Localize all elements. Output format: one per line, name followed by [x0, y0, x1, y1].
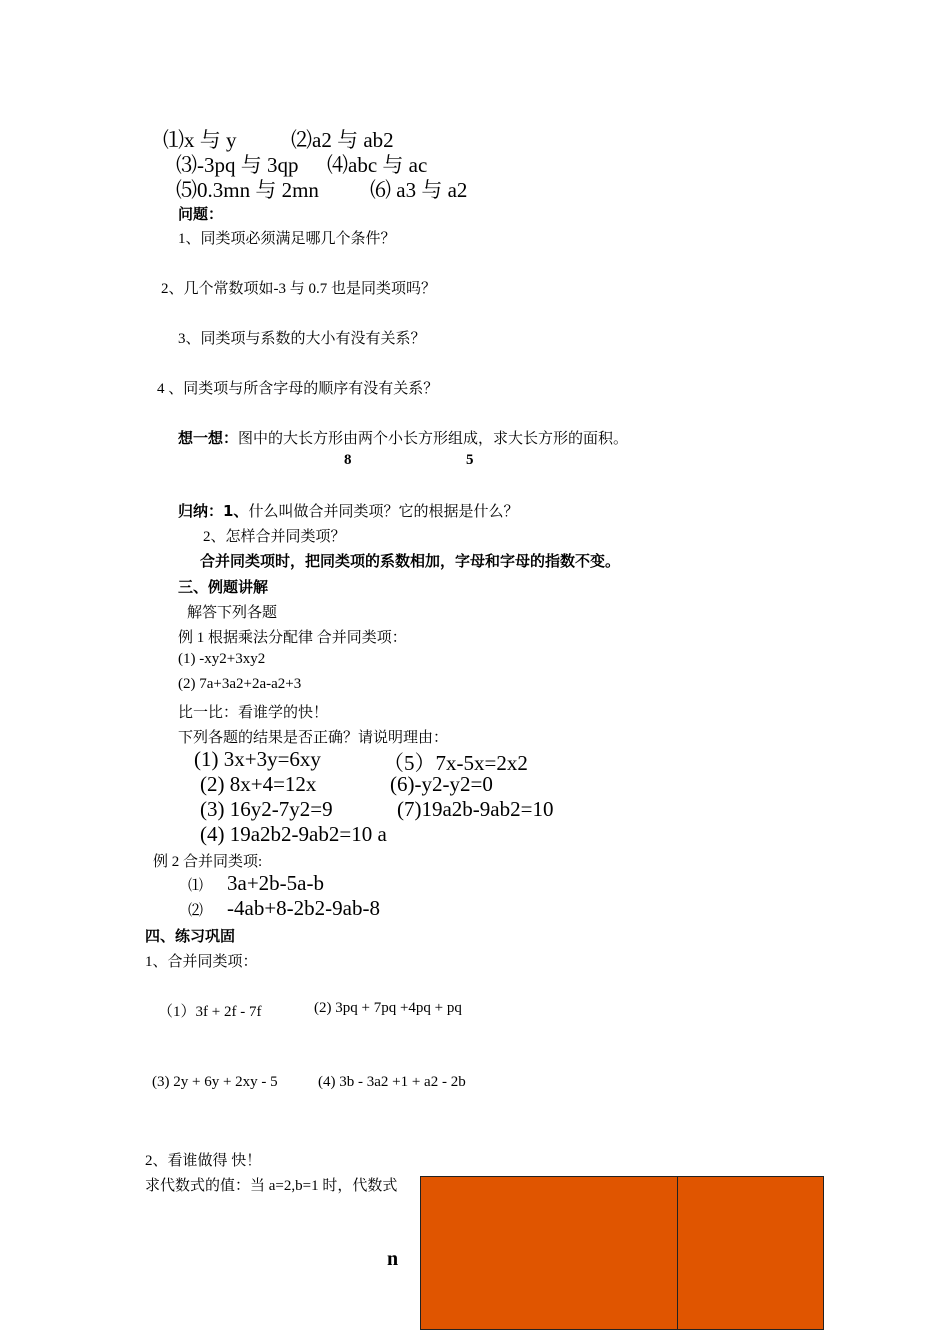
- judge-5: （5）7x-5x=2x2: [383, 751, 528, 775]
- exercise-2: (2) 3pq + 7pq +4pq + pq: [314, 1000, 462, 1016]
- question-1: 1、同类项必须满足哪几个条件？: [178, 231, 396, 247]
- practice-2: 2、看谁做得 快！: [145, 1153, 262, 1169]
- question-4: 4 、同类项与所含字母的顺序有没有关系？: [157, 381, 439, 397]
- judge-6: (6)-y2-y2=0: [390, 772, 493, 796]
- section-3-title: 三、例题讲解: [178, 578, 269, 596]
- summary-rule: 合并同类项时，把同类项的系数相加，字母和字母的指数不变。: [200, 552, 621, 570]
- practice-1: 1、合并同类项：: [145, 954, 258, 970]
- judge-1: (1) 3x+3y=6xy: [194, 747, 321, 771]
- summary-q1: 什么叫做合并同类项？它的根据是什么？: [248, 504, 519, 520]
- pair-4: ⑷abc 与 ac: [327, 153, 428, 177]
- example-2: 例 2 合并同类项:: [153, 854, 263, 870]
- example-1-a: (1) -xy2+3xy2: [178, 651, 266, 667]
- judge-2: (2) 8x+4=12x: [200, 772, 317, 796]
- summary-label: 归纳：1、: [178, 502, 249, 520]
- questions-heading: 问题：: [178, 205, 224, 223]
- think-label: 想一想：: [178, 429, 239, 447]
- compare-line: 比一比：看谁学的快！: [178, 705, 329, 721]
- example-2-num-2: ⑵: [188, 903, 204, 919]
- section-4-title: 四、练习巩固: [145, 927, 236, 945]
- judge-line: 下列各题的结果是否正确？请说明理由：: [178, 730, 449, 746]
- number-8: 8: [344, 452, 352, 468]
- pair-1: ⑴x 与 y: [163, 128, 237, 152]
- pair-5: ⑸0.3mn 与 2mn: [176, 178, 319, 202]
- exercise-3: (3) 2y + 6y + 2xy - 5: [152, 1074, 278, 1090]
- summary-q2: 2、怎样合并同类项？: [203, 529, 346, 545]
- section-3-intro: 解答下列各题: [187, 605, 278, 621]
- small-rectangle-left: [420, 1176, 678, 1330]
- question-2: 2、几个常数项如-3 与 0.7 也是同类项吗？: [161, 281, 436, 297]
- example-2-num-1: ⑴: [188, 878, 204, 894]
- practice-3: 求代数式的值：当 a=2,b=1 时，代数式: [145, 1178, 398, 1194]
- exercise-1: （1）3f + 2f - 7f: [158, 1004, 262, 1020]
- question-3: 3、同类项与系数的大小有没有关系？: [178, 331, 426, 347]
- think-text: 图中的大长方形由两个小长方形组成，求大长方形的面积。: [238, 431, 629, 447]
- pair-2: ⑵a2 与 ab2: [291, 128, 394, 152]
- small-rectangle-right: [677, 1176, 824, 1330]
- example-2-item-2: -4ab+8-2b2-9ab-8: [227, 896, 380, 920]
- pair-6: ⑹ a3 与 a2: [370, 178, 468, 202]
- judge-7: (7)19a2b-9ab2=10: [397, 797, 554, 821]
- pair-3: ⑶-3pq 与 3qp: [176, 153, 299, 177]
- example-1: 例 1 根据乘法分配律 合并同类项：: [178, 630, 407, 646]
- summary-line-1: [178, 500, 518, 521]
- number-5: 5: [466, 452, 474, 468]
- judge-4: (4) 19a2b2-9ab2=10 a: [200, 822, 387, 846]
- judge-3: (3) 16y2-7y2=9: [200, 797, 333, 821]
- example-1-b: (2) 7a+3a2+2a-a2+3: [178, 676, 302, 692]
- think-line: [178, 427, 628, 448]
- exercise-4: (4) 3b - 3a2 +1 + a2 - 2b: [318, 1074, 466, 1090]
- example-2-item-1: 3a+2b-5a-b: [227, 871, 324, 895]
- label-n: n: [387, 1248, 399, 1270]
